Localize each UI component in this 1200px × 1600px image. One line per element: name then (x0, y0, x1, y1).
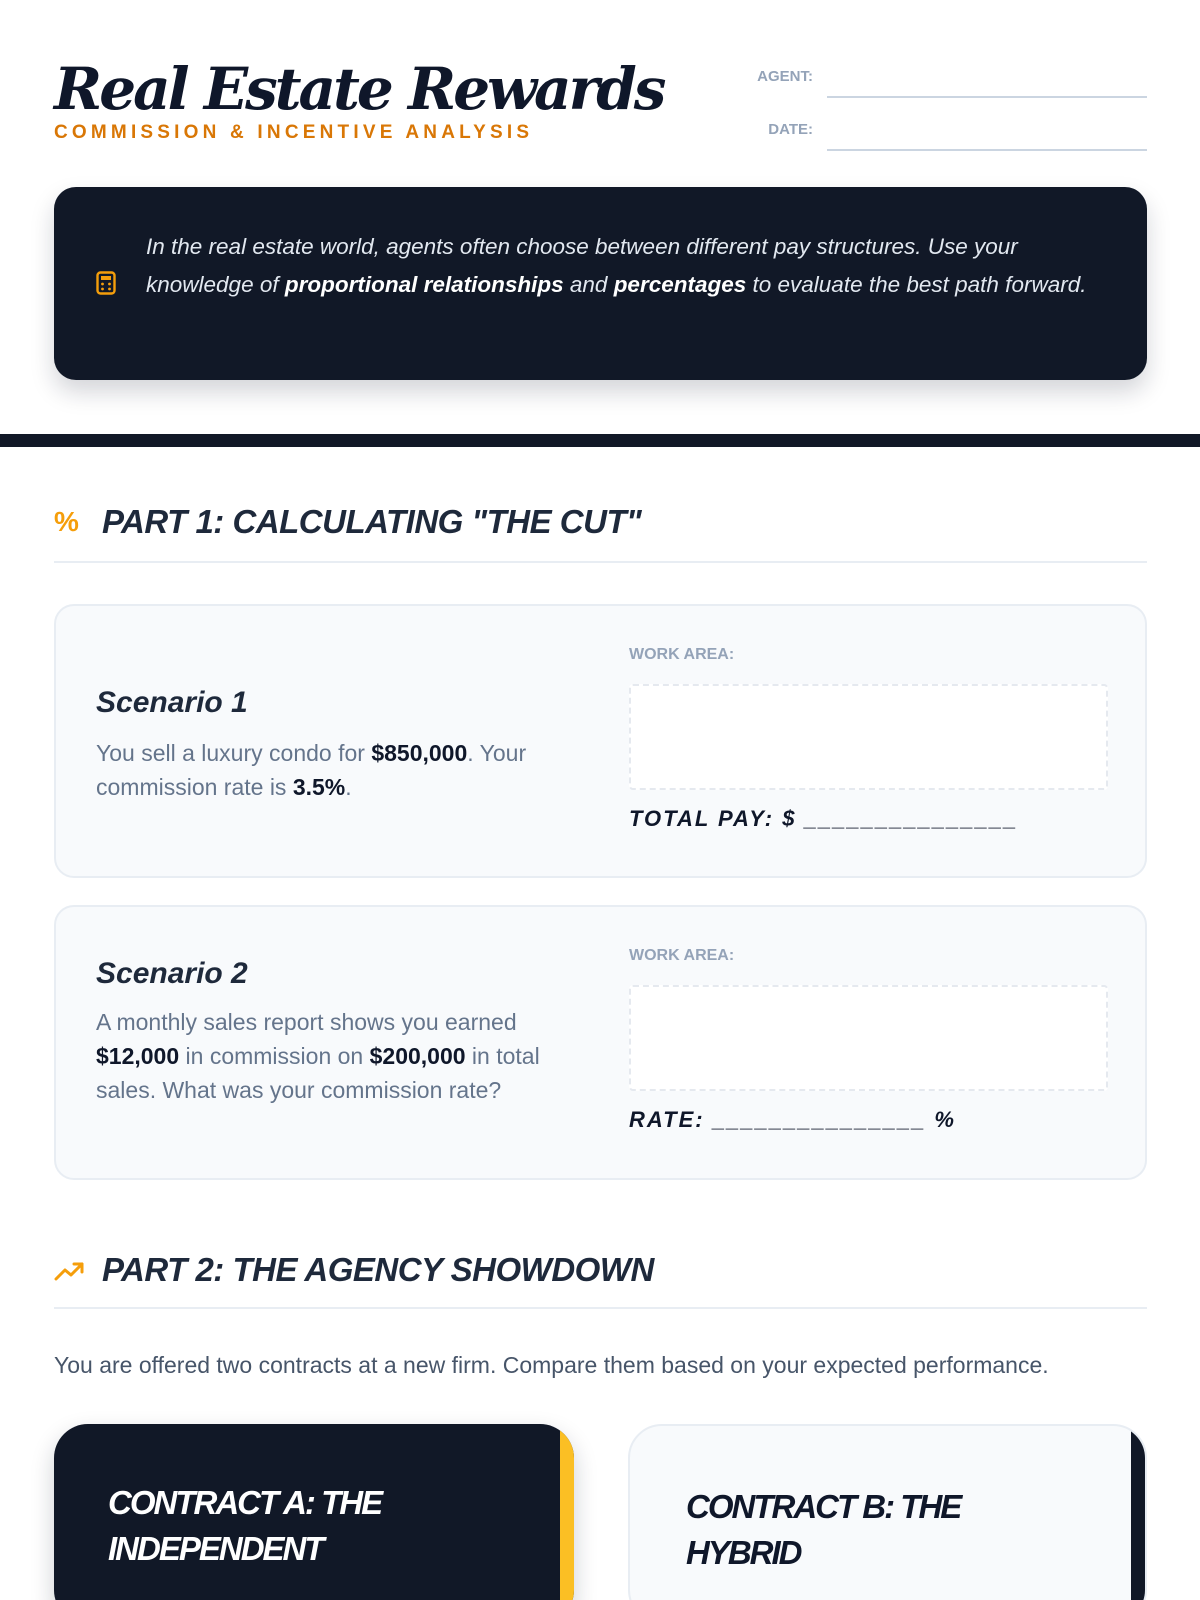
scenario-card-1 (54, 604, 1147, 878)
trending-up-icon (54, 1255, 84, 1285)
agent-label: AGENT: (757, 68, 813, 85)
contract-a-accent (560, 1424, 574, 1600)
intro-text: In the real estate world, agents often choose between different pay structures. Use your knowledge of proportional relationships and percentages to evaluate the best path forward. (146, 234, 1087, 297)
work-area-label: WORK AREA: (629, 947, 735, 964)
agent-input-line[interactable] (827, 96, 1147, 98)
page-header (54, 56, 1147, 156)
percent-icon: % (54, 506, 79, 537)
part2-intro: You are offered two contracts at a new firm. Compare them based on your expected performance. (54, 1352, 1049, 1378)
page-subtitle: COMMISSION & INCENTIVE ANALYSIS (54, 122, 534, 143)
contract-b-title: CONTRACT B: THE HYBRID (686, 1488, 961, 1571)
intro-highlight: percentages (613, 272, 747, 297)
part2-title: PART 2: THE AGENCY SHOWDOWN (102, 1251, 654, 1288)
scenario-2-text: A monthly sales report shows you earned $12,000 in commission on $200,000 in total sales. What was your commission rate? (96, 1009, 540, 1103)
contract-a-card (54, 1424, 574, 1600)
contract-b-card (628, 1424, 1147, 1600)
total-pay-answer[interactable]: TOTAL PAY: $ _______________ (629, 806, 1019, 831)
section-divider (0, 434, 1200, 447)
scenario-1-title: Scenario 1 (96, 686, 248, 719)
work-area-label: WORK AREA: (629, 646, 735, 663)
contract-a-title: CONTRACT A: THE INDEPENDENT (108, 1484, 382, 1567)
intro-highlight: proportional relationships (284, 272, 564, 297)
page-title: Real Estate Rewards (54, 55, 664, 123)
work-area-box[interactable] (629, 985, 1108, 1091)
rate-answer[interactable]: RATE: _______________ % (629, 1107, 956, 1132)
part2-heading (54, 1253, 1147, 1309)
date-label: DATE: (768, 121, 813, 138)
date-field[interactable] (747, 115, 1147, 155)
work-area-box[interactable] (629, 684, 1108, 790)
scenario-card-2 (54, 905, 1147, 1180)
date-input-line[interactable] (827, 149, 1147, 151)
scenario-2-title: Scenario 2 (96, 957, 248, 990)
scenario-1-text: You sell a luxury condo for $850,000. Your commission rate is 3.5%. (96, 740, 527, 800)
part1-heading (54, 505, 1147, 563)
calculator-icon (96, 271, 116, 295)
contract-b-accent (1131, 1426, 1145, 1600)
intro-banner (54, 187, 1147, 380)
part1-title: PART 1: CALCULATING "THE CUT" (102, 503, 642, 540)
agent-field[interactable] (747, 62, 1147, 102)
